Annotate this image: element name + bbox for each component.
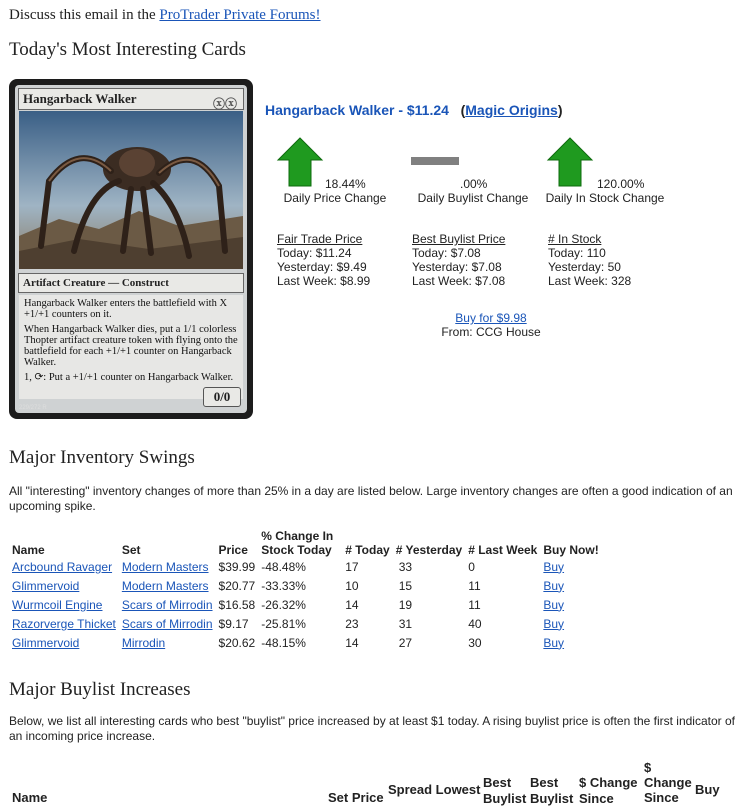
price-cell: $9.17 (218, 616, 249, 631)
forum-notice (9, 6, 321, 24)
buylist-col-set-price: Set Price (328, 790, 384, 805)
card-rule-3: 1, ⟳: Put a +1/+1 counter on Hangarback Walker. (24, 372, 234, 383)
buylist-change-stat (403, 137, 543, 217)
col-yesterday: # Yesterday (395, 543, 463, 557)
card-name-link[interactable]: Wurmcoil Engine (12, 597, 103, 612)
last-week-cell: 11 (468, 578, 481, 593)
col-last-week: # Last Week (468, 543, 538, 557)
buy-link[interactable]: Buy (543, 635, 565, 650)
inventory-header-row (9, 529, 602, 557)
col-name: Name (12, 543, 45, 557)
card-headline-text: Hangarback Walker - $11.24 (265, 102, 449, 118)
set-name-link[interactable]: Scars of Mirrodin (121, 597, 213, 612)
card-name-link[interactable]: Glimmervoid (12, 635, 80, 650)
stock-change-pct: 120.00% (597, 177, 645, 191)
buylist-yesterday: Yesterday: $7.08 (412, 260, 502, 274)
yesterday-cell: 27 (398, 635, 413, 650)
buylist-col-change-1: $ Change Since (579, 775, 638, 806)
buylist-change-label: Daily Buylist Change (417, 191, 529, 205)
card-type-line: Artifact Creature — Construct (18, 273, 244, 293)
forum-link[interactable]: ProTrader Private Forums! (159, 7, 321, 23)
card-name-link[interactable]: Razorverge Thicket (12, 616, 116, 631)
table-row (9, 557, 602, 576)
card-rule-2: When Hangarback Walker dies, put a 1/1 colorless Thopter artifact creature token with flying onto the battlefield for each +1/+1 counter on Hangarback Walker. (24, 324, 238, 368)
inventory-table (9, 529, 602, 652)
inventory-heading: Major Inventory Swings (9, 447, 195, 468)
fair-trade-today: Today: $11.24 (277, 246, 352, 260)
set-name-link[interactable]: Scars of Mirrodin (121, 616, 213, 631)
today-cell: 10 (345, 578, 359, 593)
buylist-heading-section: Major Buylist Increases (9, 679, 191, 700)
in-stock-heading: # In Stock (548, 232, 602, 246)
set-name-link[interactable]: Mirrodin (121, 635, 166, 650)
last-week-cell: 0 (468, 559, 475, 574)
buylist-col-spread: Spread Lowest (388, 782, 481, 797)
change-cell: -25.81% (261, 616, 306, 631)
table-row (9, 595, 602, 614)
price-cell: $39.99 (218, 559, 256, 574)
set-name-link[interactable]: Modern Masters (121, 578, 209, 593)
in-stock-yesterday: Yesterday: 50 (548, 260, 621, 274)
price-cell: $16.58 (218, 597, 256, 612)
price-cell: $20.62 (218, 635, 256, 650)
fair-trade-yesterday: Yesterday: $9.49 (277, 260, 367, 274)
set-name-link[interactable]: Modern Masters (121, 559, 209, 574)
stock-change-label: Daily In Stock Change (545, 191, 665, 205)
yesterday-cell: 31 (398, 616, 413, 631)
buylist-col-best-2: Best Buylist (530, 775, 574, 806)
col-stock-change: % Change In Stock Today (261, 529, 334, 557)
buylist-change-pct: .00% (460, 177, 488, 191)
buylist-group (412, 232, 505, 288)
card-image-name: Hangarback Walker (23, 91, 137, 106)
up-arrow-icon (547, 137, 593, 187)
today-cell: 14 (345, 635, 359, 650)
change-cell: -33.33% (261, 578, 306, 593)
stock-change-stat (535, 137, 675, 217)
today-cell: 17 (345, 559, 359, 574)
forum-notice-text: Discuss this email in the (9, 7, 160, 23)
fair-trade-last-week: Last Week: $8.99 (277, 274, 371, 288)
fair-trade-group (277, 232, 370, 288)
col-set: Set (121, 543, 141, 557)
price-change-label: Daily Price Change (283, 191, 387, 205)
set-link[interactable]: Magic Origins (465, 102, 558, 118)
card-name-link[interactable]: Arcbound Ravager (12, 559, 113, 574)
col-buy-now: Buy Now! (543, 543, 599, 557)
card-artwork (19, 111, 243, 269)
card-name-link[interactable]: Glimmervoid (12, 578, 80, 593)
in-stock-group (548, 232, 631, 288)
buy-offer (420, 311, 562, 339)
buy-link[interactable]: Buy (543, 597, 565, 612)
buylist-today: Today: $7.08 (412, 246, 481, 260)
buylist-col-best-1: Best Buylist (483, 775, 527, 806)
price-change-stat (265, 137, 405, 217)
card-rule-1: Hangarback Walker enters the battlefield with X +1/+1 counters on it. (24, 298, 228, 320)
price-change-pct: 18.44% (325, 177, 366, 191)
yesterday-cell: 33 (398, 559, 413, 574)
change-cell: -48.48% (261, 559, 306, 574)
today-cell: 23 (345, 616, 359, 631)
buylist-col-change-2: $ Change Since (644, 760, 692, 805)
card-image[interactable] (9, 79, 253, 419)
fair-trade-heading: Fair Trade Price (277, 232, 363, 246)
flat-bar-icon (411, 157, 461, 167)
col-today: # Today (345, 543, 390, 557)
change-cell: -48.15% (261, 635, 306, 650)
buy-card-link[interactable]: Buy for $9.98 (455, 311, 527, 325)
up-arrow-icon (277, 137, 323, 187)
buylist-table-clip (0, 760, 753, 806)
table-row (9, 614, 602, 633)
yesterday-cell: 15 (398, 578, 413, 593)
last-week-cell: 30 (468, 635, 482, 650)
card-rules-text (19, 295, 243, 399)
change-cell: -26.32% (261, 597, 306, 612)
card-power-toughness: 0/0 (203, 387, 241, 407)
yesterday-cell: 19 (398, 597, 413, 612)
buy-vendor: From: CCG House (441, 325, 541, 339)
set-paren-close: ) (557, 102, 563, 118)
card-headline (265, 102, 563, 118)
last-week-cell: 11 (468, 597, 481, 612)
buylist-col-name: Name (12, 790, 48, 805)
buylist-heading: Best Buylist Price (412, 232, 506, 246)
buylist-last-week: Last Week: $7.08 (412, 274, 506, 288)
inventory-description: All "interesting" inventory changes of more than 25% in a day are listed below. Large inventory changes are often a good indication of an upcoming spike. (9, 484, 733, 513)
price-cell: $20.77 (218, 578, 256, 593)
buy-link[interactable]: Buy (543, 578, 565, 593)
in-stock-last-week: Last Week: 328 (548, 274, 632, 288)
buylist-description: Below, we list all interesting cards who best "buylist" price increased by at least $1 today. A rising buylist price is often the first indicator of an incoming price increase. (9, 714, 735, 743)
interesting-cards-heading: Today's Most Interesting Cards (9, 39, 246, 60)
table-row (9, 633, 602, 652)
buy-link[interactable]: Buy (543, 616, 565, 631)
set-paren-open: ( (460, 102, 466, 118)
col-price: Price (218, 543, 248, 557)
buylist-col-buy: Buy (695, 782, 720, 797)
card-collector-number: 229/272 R (19, 405, 47, 411)
last-week-cell: 40 (468, 616, 482, 631)
table-row (9, 576, 602, 595)
in-stock-today: Today: 110 (548, 246, 606, 260)
today-cell: 14 (345, 597, 359, 612)
mana-cost-icon: ⓧⓧ (212, 97, 237, 111)
buy-link[interactable]: Buy (543, 559, 565, 574)
